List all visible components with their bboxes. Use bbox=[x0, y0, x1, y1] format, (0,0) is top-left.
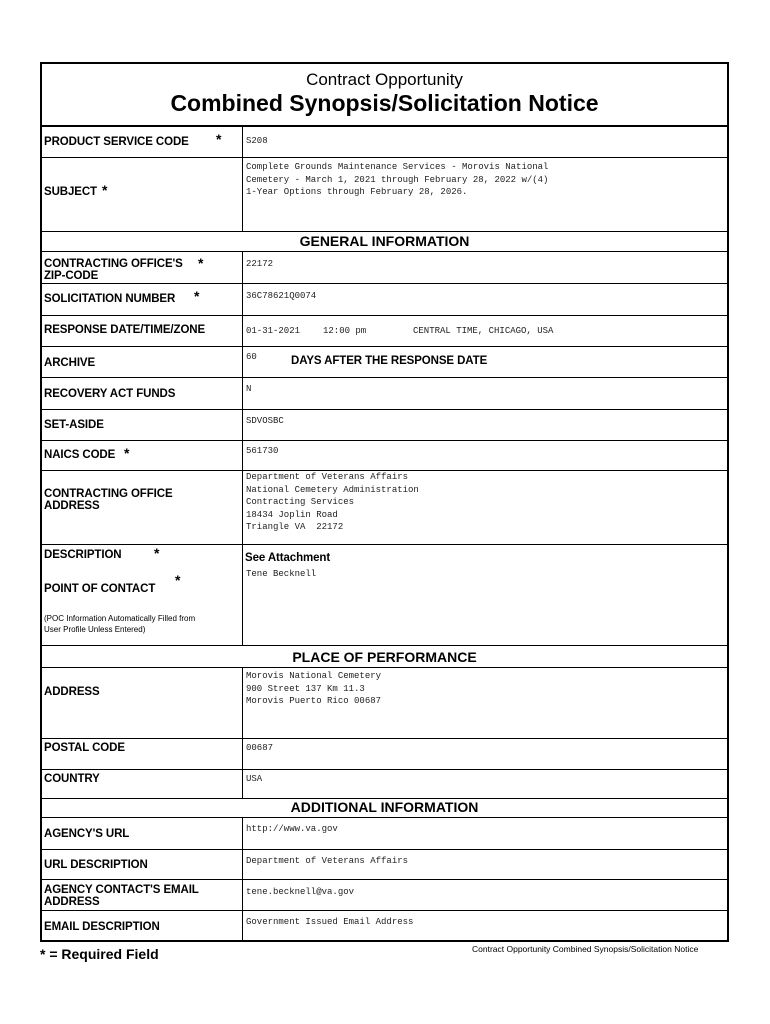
recovery-act-value: N bbox=[246, 384, 252, 394]
postal-code-value: 00687 bbox=[246, 743, 274, 753]
section-additional-information: ADDITIONAL INFORMATION bbox=[290, 799, 479, 815]
required-marker: * bbox=[175, 572, 181, 588]
response-zone-value: CENTRAL TIME, CHICAGO, USA bbox=[413, 326, 554, 336]
required-marker: * bbox=[124, 445, 130, 461]
naics-value: 561730 bbox=[246, 446, 279, 456]
contracting-office-zip-value: 22172 bbox=[246, 259, 274, 269]
description-label: DESCRIPTION bbox=[44, 549, 122, 561]
product-service-code-label: PRODUCT SERVICE CODE bbox=[44, 136, 189, 148]
contact-email-value[interactable]: tene.becknell@va.gov bbox=[246, 887, 355, 897]
product-service-code-row bbox=[42, 126, 727, 157]
section-place-of-performance: PLACE OF PERFORMANCE bbox=[292, 649, 477, 665]
subject-value: Complete Grounds Maintenance Services - Morovis National Cemetery - March 1, 2021 through February 28, 2022 w/(4) 1-Year Options through February 28, 2026. bbox=[246, 162, 549, 197]
archive-label: ARCHIVE bbox=[44, 357, 96, 369]
solicitation-number-value: 36C78621Q0074 bbox=[246, 291, 317, 301]
archive-suffix: DAYS AFTER THE RESPONSE DATE bbox=[291, 355, 488, 367]
agency-url-value[interactable]: http://www.va.gov bbox=[246, 824, 338, 834]
solicitation-number-row bbox=[42, 284, 727, 315]
response-time-value: 12:00 pm bbox=[323, 326, 367, 336]
contact-email-row bbox=[42, 880, 727, 910]
contracting-office-address-value: Department of Veterans Affairs National Cemetery Administration Contracting Services 18434 Joplin Road Triangle VA 22172 bbox=[246, 472, 419, 532]
section-general-information: GENERAL INFORMATION bbox=[299, 233, 470, 249]
contracting-office-address-label: CONTRACTING OFFICE ADDRESS bbox=[44, 488, 173, 512]
solicitation-form bbox=[40, 62, 729, 942]
archive-row bbox=[42, 347, 727, 377]
country-value: USA bbox=[246, 774, 263, 784]
required-field-note: * = Required Field bbox=[40, 946, 159, 962]
email-description-row bbox=[42, 911, 727, 940]
archive-value: 60 bbox=[246, 352, 257, 362]
naics-label: NAICS CODE bbox=[44, 449, 116, 461]
place-address-value: Morovis National Cemetery 900 Street 137 Km 11.3 Morovis Puerto Rico 00687 bbox=[246, 671, 382, 706]
required-marker: * bbox=[194, 288, 200, 304]
url-description-label: URL DESCRIPTION bbox=[44, 859, 148, 871]
form-subtitle: Contract Opportunity bbox=[306, 70, 463, 89]
point-of-contact-label: POINT OF CONTACT bbox=[44, 583, 156, 595]
required-marker: * bbox=[216, 131, 222, 147]
email-description-value: Government Issued Email Address bbox=[246, 917, 414, 927]
country-label: COUNTRY bbox=[44, 773, 100, 785]
response-date-label: RESPONSE DATE/TIME/ZONE bbox=[44, 324, 206, 336]
contact-email-label: AGENCY CONTACT'S EMAIL ADDRESS bbox=[44, 884, 199, 908]
naics-row bbox=[42, 441, 727, 470]
recovery-act-row bbox=[42, 378, 727, 409]
set-aside-row bbox=[42, 410, 727, 440]
agency-url-row bbox=[42, 818, 727, 849]
contracting-office-zip-label: CONTRACTING OFFICE'S ZIP-CODE bbox=[44, 258, 183, 282]
contracting-office-zip-row bbox=[42, 252, 727, 283]
form-title: Combined Synopsis/Solicitation Notice bbox=[170, 90, 599, 116]
required-marker: * bbox=[198, 255, 204, 271]
required-marker: * bbox=[154, 545, 160, 561]
country-row bbox=[42, 770, 727, 798]
url-description-row bbox=[42, 850, 727, 879]
required-marker: * bbox=[102, 182, 108, 198]
point-of-contact-value: Tene Becknell bbox=[246, 569, 317, 579]
contracting-office-address-row bbox=[42, 471, 727, 544]
email-description-label: EMAIL DESCRIPTION bbox=[44, 921, 160, 933]
postal-code-row bbox=[42, 739, 727, 769]
point-of-contact-note: (POC Information Automatically Filled from User Profile Unless Entered) bbox=[44, 614, 196, 634]
place-address-row bbox=[42, 668, 727, 738]
url-description-value: Department of Veterans Affairs bbox=[246, 856, 409, 866]
response-date-value: 01-31-2021 bbox=[246, 326, 301, 336]
description-row bbox=[42, 545, 727, 567]
description-value: See Attachment bbox=[245, 552, 331, 564]
set-aside-label: SET-ASIDE bbox=[44, 419, 104, 431]
response-date-row bbox=[42, 316, 727, 346]
solicitation-number-label: SOLICITATION NUMBER bbox=[44, 293, 176, 305]
product-service-code-value: S208 bbox=[246, 136, 268, 146]
subject-row bbox=[42, 158, 727, 231]
subject-label: SUBJECT bbox=[44, 186, 97, 198]
postal-code-label: POSTAL CODE bbox=[44, 742, 125, 754]
recovery-act-label: RECOVERY ACT FUNDS bbox=[44, 388, 176, 400]
place-address-label: ADDRESS bbox=[44, 686, 100, 698]
set-aside-value: SDVOSBC bbox=[246, 416, 284, 426]
document-name-footer: Contract Opportunity Combined Synopsis/Solicitation Notice bbox=[472, 944, 699, 954]
agency-url-label: AGENCY'S URL bbox=[44, 828, 130, 840]
point-of-contact-row bbox=[42, 567, 727, 645]
